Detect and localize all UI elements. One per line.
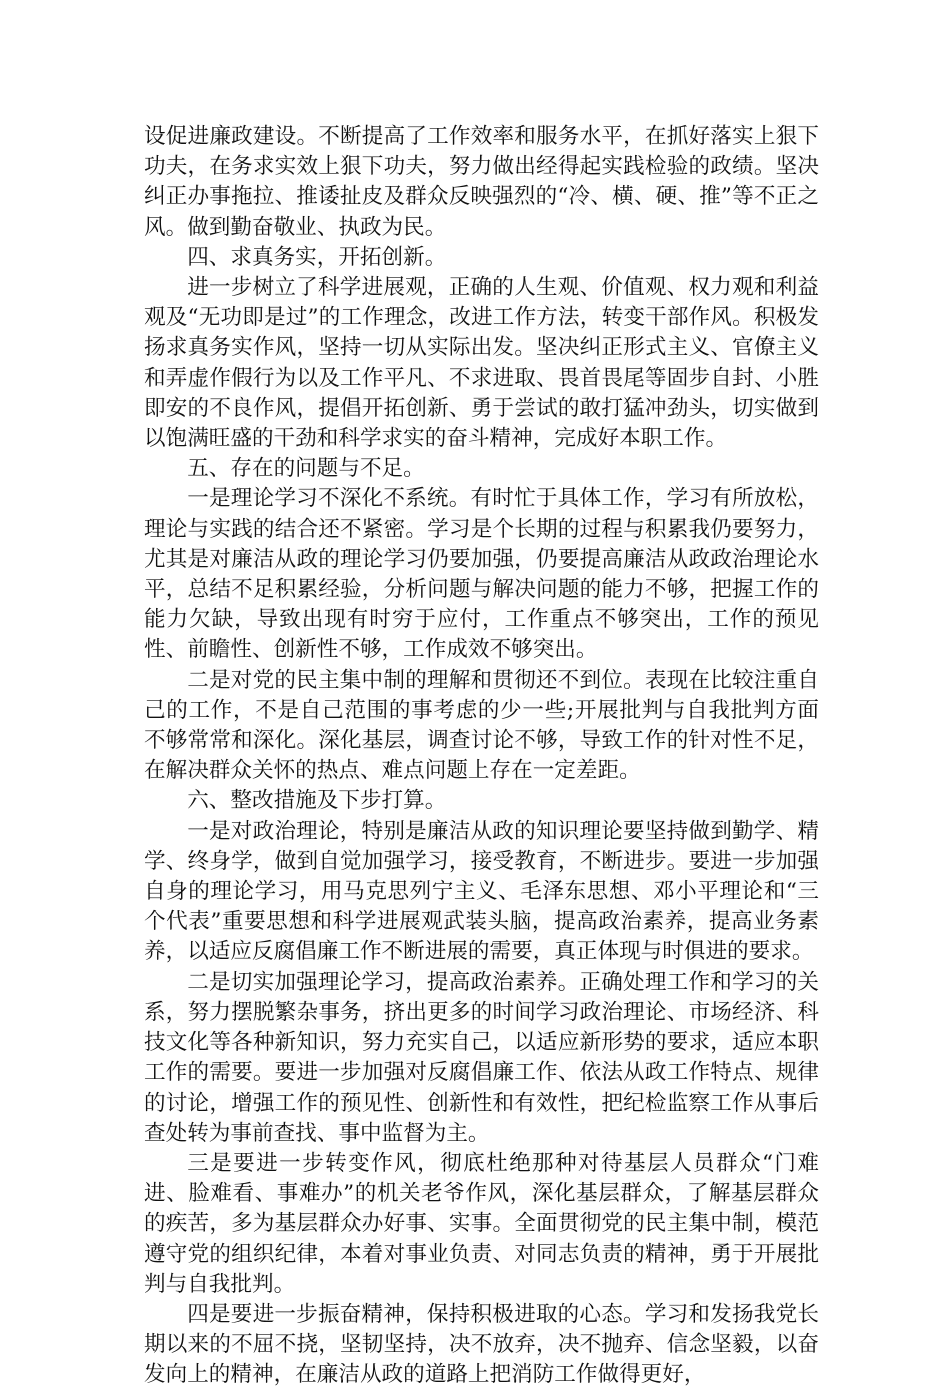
paragraph-body: 三是要进一步转变作风，彻底杜绝那种对待基层人员群众“门难进、脸难看、事难办”的机关老爷作风，深化基层群众，了解基层群众的疾苦，多为基层群众办好事、实事。全面贯彻党的民主集中制，模范遵守党的组织纪律，本着对事业负责、对同志负责的精神，勇于开展批判与自我批判。 <box>144 1150 819 1297</box>
section-heading-4: 四、求真务实，开拓创新。 <box>187 244 447 270</box>
document-page <box>144 122 819 1391</box>
paragraph-body: 一是对政治理论，特别是廉洁从政的知识理论要坚持做到勤学、精学、终身学，做到自觉加强学习，接受教育，不断进步。要进一步加强自身的理论学习，用马克思列宁主义、毛泽东思想、邓小平理论和“三个代表”重要思想和科学进展观武装头脑，提高政治素养，提高业务素养，以适应反腐倡廉工作不断进展的需要，真正体现与时俱进的要求。 <box>144 818 819 965</box>
paragraph-body: 二是对党的民主集中制的理解和贯彻还不到位。表现在比较注重自己的工作，不是自己范围的事考虑的少一些;开展批判与自我批判方面不够常常和深化。深化基层，调查讨论不够，导致工作的针对性不足，在解决群众关怀的热点、难点问题上存在一定差距。 <box>144 667 819 784</box>
paragraph-body: 进一步树立了科学进展观，正确的人生观、价值观、权力观和利益观及“无功即是过”的工作理念，改进工作方法，转变干部作风。积极发扬求真务实作风，坚持一切从实际出发。坚决纠正形式主义、官僚主义和弄虚作假行为以及工作平凡、不求进取、畏首畏尾等固步自封、小胜即安的不良作风，提倡开拓创新、勇于尝试的敢打猛冲劲头，切实做到以饱满旺盛的干劲和科学求实的奋斗精神，完成好本职工作。 <box>144 275 819 452</box>
paragraph-body: 一是理论学习不深化不系统。有时忙于具体工作，学习有所放松，理论与实践的结合还不紧密。学习是个长期的过程与积累我仍要努力，尤其是对廉洁从政的理论学习仍要加强，仍要提高廉洁从政政治理论水平，总结不足积累经验，分析问题与解决问题的能力不够，把握工作的能力欠缺，导致出现有时穷于应付，工作重点不够突出，工作的预见性、前瞻性、创新性不够，工作成效不够突出。 <box>144 486 819 663</box>
section-heading-6: 六、整改措施及下步打算。 <box>187 788 447 814</box>
paragraph-continued: 设促进廉政建设。不断提高了工作效率和服务水平，在抓好落实上狠下功夫，在务求实效上狠下功夫，努力做出经得起实践检验的政绩。坚决纠正办事拖拉、推诿扯皮及群众反映强烈的“冷、横、硬、推”等不正之风。做到勤奋敬业、执政为民。 <box>144 124 819 240</box>
section-heading-5: 五、存在的问题与不足。 <box>187 456 425 482</box>
paragraph-body: 二是切实加强理论学习，提高政治素养。正确处理工作和学习的关系，努力摆脱繁杂事务，挤出更多的时间学习政治理论、市场经济、科技文化等各种新知识，努力充实自己，以适应新形势的要求，适应本职工作的需要。要进一步加强对反腐倡廉工作、依法从政工作特点、规律的讨论，增强工作的预见性、创新性和有效性，把纪检监察工作从事后查处转为事前查找、事中监督为主。 <box>144 969 819 1146</box>
paragraph-body: 四是要进一步振奋精神，保持积极进取的心态。学习和发扬我党长期以来的不屈不挠，坚韧坚持，决不放弃，决不抛弃、信念坚毅，以奋发向上的精神，在廉洁从政的道路上把消防工作做得更好， <box>144 1301 819 1388</box>
